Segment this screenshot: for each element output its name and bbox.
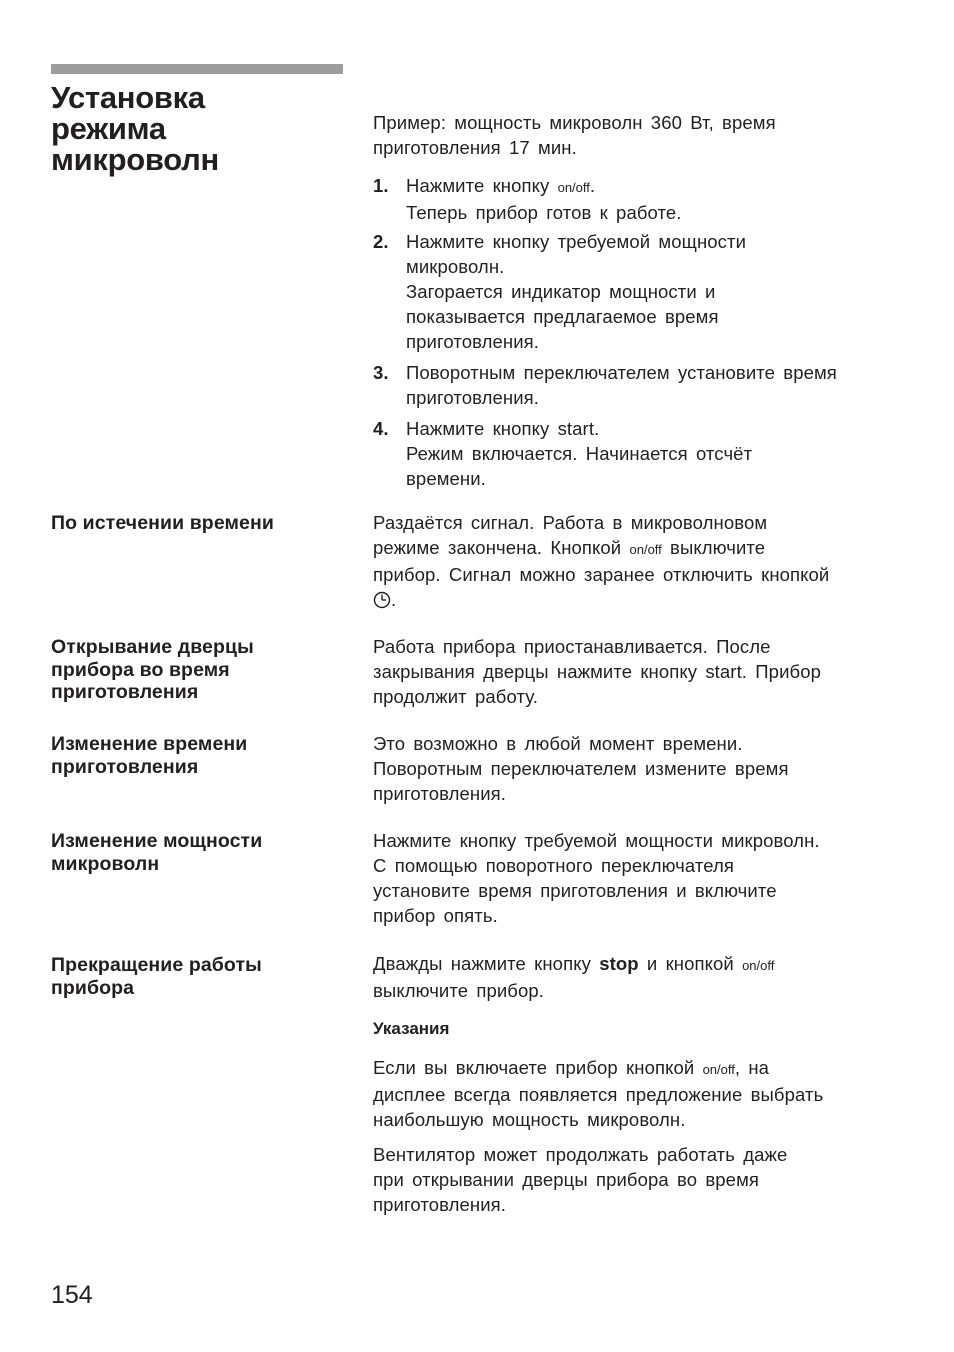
clock-icon	[373, 591, 391, 609]
onoff-key-label: on/off	[629, 542, 662, 557]
title-line: Установка	[51, 80, 205, 115]
step-line: приготовления.	[406, 331, 540, 352]
text-fragment: .	[391, 589, 397, 610]
notes-paragraph-2	[373, 1142, 787, 1217]
text-line: закрывания дверцы нажмите кнопку start. Прибор	[373, 661, 821, 682]
step-number: 1.	[373, 175, 389, 196]
text-fragment: Если вы включаете прибор кнопкой	[373, 1057, 695, 1078]
step-number: 4.	[373, 418, 389, 439]
onoff-key-label: on/off	[742, 958, 775, 973]
heading-line: Открывание дверцы	[51, 636, 254, 658]
section-text-change-power	[373, 828, 820, 928]
step-body	[406, 416, 752, 491]
step-body	[406, 173, 682, 225]
heading-line: Прекращение работы	[51, 954, 262, 976]
step-body	[406, 229, 746, 354]
text-line	[373, 1055, 823, 1082]
text-fragment: Дважды нажмите кнопку	[373, 953, 591, 974]
onoff-key-label: on/off	[557, 180, 590, 195]
step-line: приготовления.	[406, 387, 540, 408]
text-line: прибор. Сигнал можно заранее отключить кнопкой	[373, 564, 830, 585]
heading-line: приготовления	[51, 755, 199, 778]
text-line: Нажмите кнопку требуемой мощности микроволн.	[373, 830, 820, 851]
section-text-expiry	[373, 510, 829, 612]
step-line: времени.	[406, 468, 486, 489]
text-line: Поворотным переключателем измените время	[373, 758, 789, 779]
text-line: Работа прибора приостанавливается. После	[373, 636, 771, 657]
step-number: 3.	[373, 362, 389, 383]
step-number: 2.	[373, 231, 389, 252]
text-line: установите время приготовления и включите	[373, 880, 777, 901]
intro-line: приготовления 17 мин.	[373, 137, 577, 158]
text-line: дисплее всегда появляется предложение выбрать	[373, 1084, 824, 1105]
text-line: при открывании дверцы прибора во время	[373, 1169, 760, 1190]
page-title	[51, 82, 219, 175]
step-line: Нажмите кнопку требуемой мощности	[406, 231, 747, 252]
step-line: микроволн.	[406, 256, 505, 277]
text-line	[373, 587, 829, 612]
text-line: Это возможно в любой момент времени.	[373, 733, 743, 754]
page-number: 154	[51, 1281, 93, 1309]
heading-line: приготовления	[51, 681, 199, 703]
heading-line: прибора	[51, 976, 135, 999]
section-heading-change-time	[51, 733, 247, 778]
step-line: Поворотным переключателем установите время	[406, 362, 837, 383]
text-line: прибор опять.	[373, 905, 498, 926]
text-line: выключите прибор.	[373, 980, 545, 1001]
step-line: Загорается индикатор мощности и	[406, 281, 716, 302]
section-text-door	[373, 634, 821, 709]
title-line: режима	[51, 111, 166, 146]
section-heading-door	[51, 636, 254, 704]
text-line: приготовления.	[373, 1194, 507, 1215]
intro-line: Пример: мощность микроволн 360 Вт, время	[373, 112, 776, 133]
step-line: Режим включается. Начинается отсчёт	[406, 443, 753, 464]
section-heading-expiry	[51, 512, 274, 535]
stop-key-label: stop	[599, 953, 639, 974]
step-line	[406, 173, 682, 200]
heading-line: микроволн	[51, 852, 160, 875]
step-line: Теперь прибор готов к работе.	[406, 202, 682, 223]
text-line	[373, 535, 829, 562]
step-body	[406, 360, 837, 410]
step-text: Нажмите кнопку	[406, 175, 550, 196]
notes-paragraph-1	[373, 1055, 823, 1132]
section-heading-stop	[51, 954, 262, 999]
section-text-change-time	[373, 731, 789, 806]
heading-line: По истечении времени	[51, 512, 274, 534]
text-fragment: и кнопкой	[646, 953, 734, 974]
text-line: продолжит работу.	[373, 686, 538, 707]
text-fragment: , на	[734, 1057, 770, 1078]
text-line	[373, 951, 774, 978]
heading-line: прибора во время	[51, 658, 230, 681]
step-line: показывается предлагаемое время	[406, 306, 719, 327]
heading-line: Изменение времени	[51, 733, 248, 755]
text-line: Вентилятор может продолжать работать даже	[373, 1144, 788, 1165]
text-line: приготовления.	[373, 783, 507, 804]
text-line: наибольшую мощность микроволн.	[373, 1109, 686, 1130]
title-rule	[51, 64, 343, 74]
text-line: Раздаётся сигнал. Работа в микроволновом	[373, 512, 768, 533]
title-line: микроволн	[51, 142, 219, 177]
notes-heading: Указания	[373, 1019, 450, 1038]
text-fragment: выключите	[670, 537, 766, 558]
onoff-key-label: on/off	[702, 1062, 735, 1077]
text-fragment: режиме закончена. Кнопкой	[373, 537, 622, 558]
heading-line: Изменение мощности	[51, 830, 263, 852]
intro-text	[373, 110, 776, 160]
section-text-stop	[373, 951, 774, 1003]
text-line: С помощью поворотного переключателя	[373, 855, 735, 876]
step-line: Нажмите кнопку start.	[406, 418, 600, 439]
section-heading-change-power	[51, 830, 262, 875]
step-text: .	[589, 175, 596, 196]
